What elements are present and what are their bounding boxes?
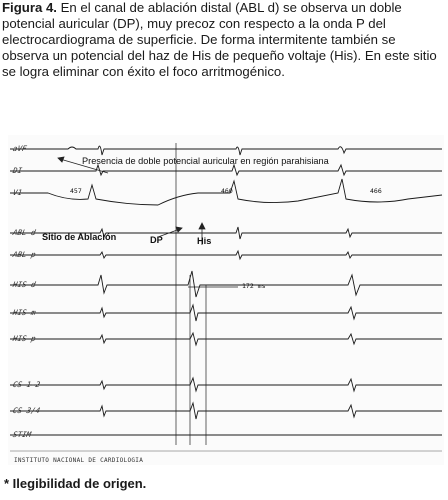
caption-label: Figura 4. xyxy=(2,0,57,15)
annotation-his: His xyxy=(197,236,212,246)
channel-label-avf: aVF xyxy=(12,144,28,153)
annotation-v1-c: 466 xyxy=(370,187,382,195)
channel-label-v1: V1 xyxy=(12,188,23,197)
annotation-sitio-ablacion: Sitio de Ablación xyxy=(42,232,117,242)
channel-label-abl-p: ABL p xyxy=(12,250,37,259)
annotation-v1-b: 460 xyxy=(221,187,233,195)
channel-label-di: DI xyxy=(12,166,23,175)
caption-text: En el canal de ablación distal (ABL d) se observa un doble potencial auricular (DP), muy precoz con respecto a la onda P del electrocardiograma de superficie. De forma intermitente también se observa un potencial del haz de His de pequeño voltaje (His). En este sitio se logra eliminar con éxito el foco arritmogénico. xyxy=(2,0,437,79)
annotation-doble-potencial: Presencia de doble potencial auricular en región parahisiana xyxy=(82,156,329,166)
electrogram-figure xyxy=(8,135,444,465)
figure-caption xyxy=(2,0,446,80)
electrogram-traces xyxy=(8,135,444,465)
channel-label-cs-12: CS 1-2 xyxy=(12,380,41,389)
annotation-v1-a: 457 xyxy=(70,187,82,195)
channel-label-his-d: HIS d xyxy=(12,280,37,289)
annotation-dp: DP xyxy=(150,235,163,245)
channel-label-stim: STIM xyxy=(12,430,32,439)
channel-label-his-m: HIS m xyxy=(12,308,37,317)
illegibility-note: * Ilegibilidad de origen. xyxy=(4,476,147,491)
channel-label-abl-d: ABL d xyxy=(12,228,37,237)
institution-stamp: INSTITUTO NACIONAL DE CARDIOLOGIA xyxy=(14,457,144,464)
channel-label-cs-34: CS 3/4 xyxy=(12,406,41,415)
annotation-interval: 172 ms xyxy=(242,282,266,290)
channel-label-his-p: HIS p xyxy=(12,334,37,343)
